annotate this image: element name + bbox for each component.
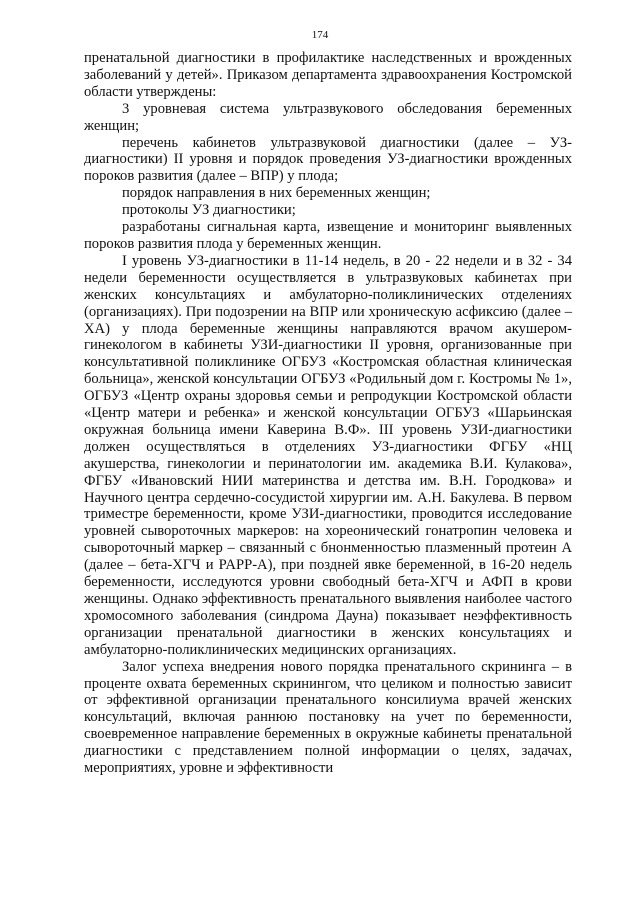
page-number: 174	[311, 29, 329, 41]
paragraph-cabinet-list: перечень кабинетов ультразвуковой диагностики (далее – УЗ-диагностики) II уровня и порядок проведения УЗ-диагностики врожденных пороков развития (далее – ВПР) у плода;	[84, 134, 572, 185]
paragraph-referral-procedure: порядок направления в них беременных женщин;	[122, 185, 431, 202]
paragraph-screening-success: Залог успеха внедрения нового порядка пренатального скрининга – в проценте охвата беременных скринингом, что целиком и полностью зависит от эффективной организации пренатального консилиума врачей женских консультаций, включая раннюю постановку на учет по беременности, своевременное направление беременных в окружные кабинеты пренатальной диагностики с представлением полной информации о целях, задачах, мероприятиях, уровне и эффективности	[84, 658, 572, 777]
paragraph-three-level-system: 3 уровневая система ультразвукового обследования беременных женщин;	[84, 100, 572, 134]
document-body	[84, 50, 572, 777]
paragraph-protocols: протоколы УЗ диагностики;	[122, 202, 296, 219]
paragraph-diagnostic-levels: I уровень УЗ-диагностики в 11-14 недель, в 20 - 22 недели и в 32 - 34 недели беременности осуществляется в ультразвуковых кабинетах при женских консультациях и амбулаторно-поликлинических отделениях (организациях). При подозрении на ВПР или хроническую асфиксию (далее – ХА) у плода беременные женщины направляются врачом акушером-гинекологом в кабинеты УЗИ-диагностики II уровня, организованные при консультативной поликлинике ОГБУЗ «Костромская областная клиническая больница», женской консультации ОГБУЗ «Родильный дом г. Костромы № 1», ОГБУЗ «Центр охраны здоровья семьи и репродукции Костромской области «Центр матери и ребенка» и женской консультации ОГБУЗ «Шарьинская окружная больница имени Каверина В.Ф». III уровень УЗИ-диагностики должен осуществляться в отделениях УЗ-диагностики ФГБУ «НЦ акушерства, гинекологии и перинатологии им. академика В.И. Кулакова», ФГБУ «Ивановский НИИ материнства и детства им. В.Н. Городкова» и Научного центра сердечно-сосудистой хирургии им. А.Н. Бакулева. В первом триместре беременности, кроме УЗИ-диагностики, проводится исследование уровней сывороточных маркеров: на хореонический гонатропин человека и сывороточный маркер – связанный с бнонменностью плазменный протеин А (далее – бета-ХГЧ и PAPP-A), при поздней явке беременной, в 16-20 недель беременности, исследуются уровни свободный бета-ХГЧ и АФП в крови женщины. Однако эффективность пренатального выявления наиболее частого хромосомного заболевания (синдрома Дауна) показывает неэффективность организации пренатальной диагностики в женских консультациях и амбулаторно-поликлинических медицинских организациях.	[84, 252, 572, 658]
paragraph-signal-card: разработаны сигнальная карта, извещение и мониторинг выявленных пороков развития плода у беременных женщин.	[84, 219, 572, 252]
paragraph-continuation: пренатальной диагностики в профилактике наследственных и врожденных заболеваний у детей». Приказом департамента здравоохранения Костромской области утверждены:	[84, 50, 572, 100]
